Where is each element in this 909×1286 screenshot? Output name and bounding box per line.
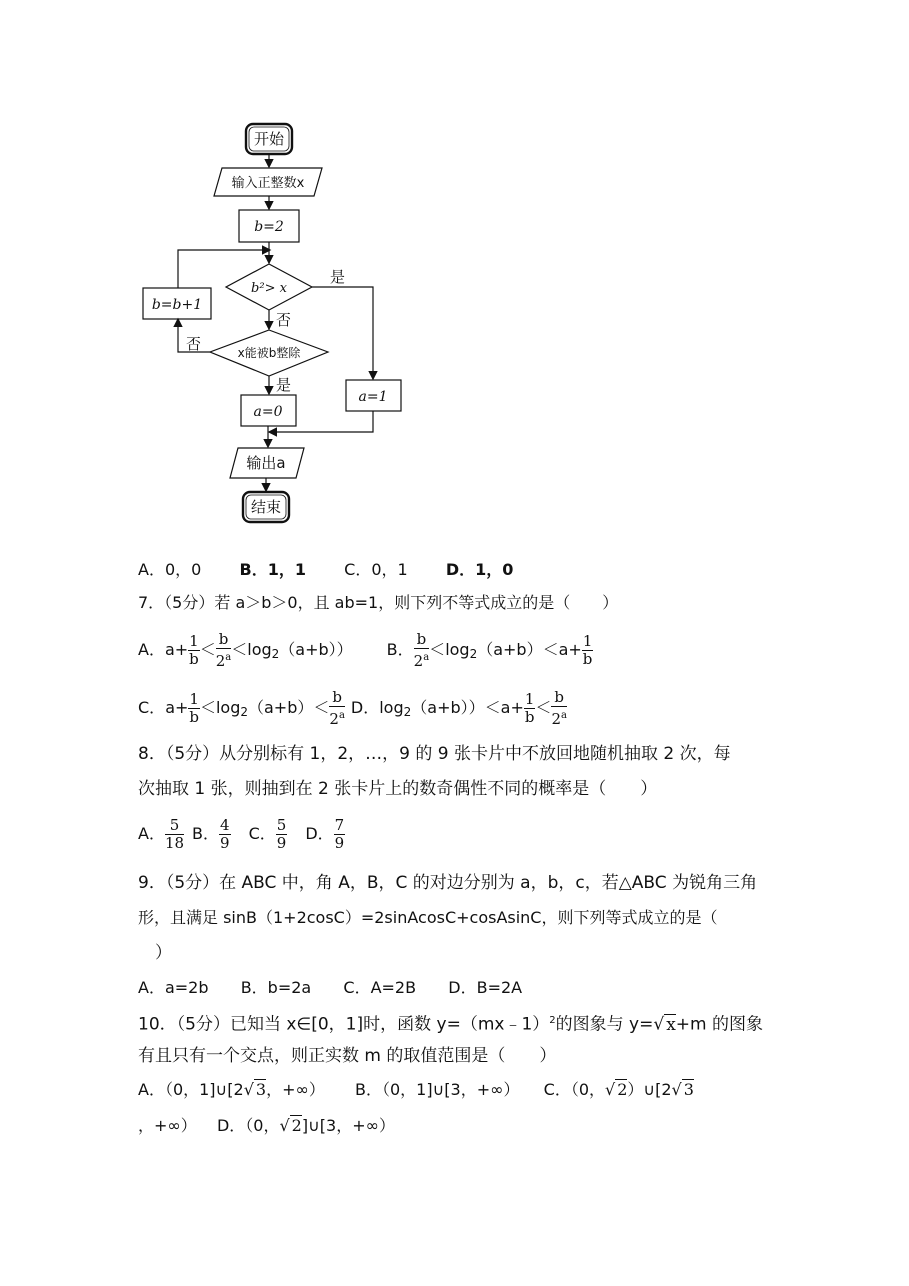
- frac-den: b: [524, 707, 535, 726]
- q10-option-d-a: D．（0，: [216, 1116, 280, 1135]
- frac-den: b: [582, 649, 593, 668]
- q10-option-a-b: ，+∞）: [266, 1080, 325, 1099]
- q9-option-c: C．A=2B: [343, 978, 417, 997]
- flow-input-node: [214, 168, 322, 196]
- log-text: log: [445, 640, 470, 659]
- flow-cond1-yes: 是: [330, 268, 346, 286]
- pow-base: 2: [329, 709, 339, 728]
- q9-line1: 9．（5分）在 ABC 中，角 A，B，C 的对边分别为 a，b，c，若△ABC 为锐角三角: [138, 873, 758, 893]
- lt-sign: ＜: [199, 698, 216, 717]
- frac-num: 1: [189, 631, 199, 650]
- q7-row1: [138, 628, 593, 672]
- q6-options: [138, 560, 513, 580]
- flow-cond1-label: b²> x: [251, 281, 287, 296]
- lt-sign: ＜: [313, 698, 330, 717]
- ab-paren: （a+b）: [248, 698, 314, 717]
- q8-option-d-label: D．: [305, 824, 334, 843]
- frac-num: 7: [334, 815, 345, 834]
- frac-den: 9: [276, 833, 287, 852]
- q7-option-c-label: C．: [138, 698, 166, 717]
- log-base: 2: [240, 705, 248, 719]
- frac-num: b: [414, 631, 430, 649]
- frac-den: [329, 707, 345, 728]
- flow-input-label: 输入正整数x: [231, 176, 305, 191]
- sqrt-symbol: √: [671, 1080, 682, 1099]
- q9-line2: 形，且满足 sinB（1+2cosC）=2sinAcosC+cosAsinC，则下列等式成立的是（: [138, 908, 718, 927]
- ab-paren: （a+b））: [279, 640, 353, 659]
- q7-row2: [138, 686, 567, 730]
- q7-stem: 7．（5分）若 a＞b＞0，且 ab=1，则下列不等式成立的是（ ）: [138, 593, 619, 612]
- sqrt-radicand: 2: [617, 1080, 628, 1099]
- q6-option-c: C．0，1: [344, 560, 408, 579]
- lt-sign: ＜: [535, 698, 552, 717]
- frac-num: b: [551, 689, 567, 707]
- flow-cond2-label: x能被b整除: [237, 346, 301, 360]
- frac-num: 5: [165, 817, 184, 835]
- flow-cond2-node: [210, 330, 328, 376]
- a-plus: a+: [500, 698, 524, 717]
- q9-option-b: B．b=2a: [240, 978, 312, 997]
- frac-num: 1: [524, 689, 535, 708]
- frac-num: 1: [582, 631, 593, 650]
- q10-option-c-tail: ，+∞）: [138, 1116, 197, 1135]
- ab-paren: （a+b））: [411, 698, 485, 717]
- q10-line2: 有且只有一个交点，则正实数 m 的取值范围是（ ）: [138, 1046, 557, 1066]
- flow-end-node: [243, 492, 289, 522]
- sqrt-symbol: √: [243, 1080, 254, 1099]
- q10-line4: [138, 1116, 395, 1136]
- q8-line2: 次抽取 1 张，则抽到在 2 张卡片上的数奇偶性不同的概率是（ ）: [138, 779, 658, 799]
- frac-den: 9: [220, 833, 230, 852]
- log-base: 2: [469, 647, 478, 661]
- q8-option-b-frac: [219, 817, 231, 852]
- frac-num: 1: [189, 689, 199, 708]
- sqrt-radicand: 3: [683, 1080, 694, 1099]
- flow-init-label: b=2: [254, 219, 284, 235]
- flow-cond1-node: [226, 264, 312, 310]
- pow-exp: a: [423, 651, 430, 663]
- q9-options: [138, 978, 522, 998]
- flow-assign-a1-label: a=1: [358, 389, 388, 405]
- sqrt-symbol: √: [605, 1080, 616, 1099]
- pow-base: 2: [413, 651, 424, 670]
- log-base: 2: [403, 705, 412, 719]
- flow-end-label: 结束: [250, 498, 282, 516]
- flow-assign-a1-node: [346, 380, 401, 411]
- ab-paren: （a+b）: [477, 640, 543, 659]
- q10-line3: [138, 1080, 694, 1100]
- sqrt-radicand: 2: [291, 1116, 302, 1135]
- lt-sign: ＜: [542, 640, 559, 659]
- q10-line1-c: +m 的图象: [675, 1014, 764, 1035]
- frac-den: 18: [164, 833, 185, 852]
- frac-den: b: [189, 649, 199, 668]
- a-plus: a+: [165, 698, 189, 717]
- frac-den: [414, 649, 430, 670]
- q8-options: [138, 812, 345, 856]
- q7-option-a-label: A．: [138, 640, 165, 659]
- q10-line1-b: 的图象与 y=: [555, 1014, 654, 1035]
- lt-sign: ＜: [199, 640, 216, 659]
- q7-option-d-label: D．: [350, 698, 380, 717]
- q7-c-frac1: [188, 691, 200, 726]
- sqrt-radicand: x: [666, 1014, 676, 1035]
- a-plus: a+: [558, 640, 582, 659]
- log-text: log: [215, 698, 241, 717]
- q10-square: 2: [549, 1015, 556, 1026]
- q8-option-b-label: B．: [192, 824, 220, 843]
- flow-output-node: [230, 448, 304, 478]
- lt-sign: ＜: [429, 640, 446, 659]
- q10-option-d-b: ]∪[3，+∞）: [301, 1116, 395, 1135]
- q8-option-c-label: C．: [248, 824, 276, 843]
- q8-option-d-frac: [334, 817, 346, 852]
- q7-d-frac1: [524, 691, 536, 726]
- frac-num: 4: [220, 815, 230, 834]
- flow-update-label: b=b+1: [151, 297, 203, 313]
- frac-den: [551, 707, 567, 728]
- q7-a-plus: a+: [164, 640, 189, 659]
- q6-option-d: D．1，0: [445, 560, 514, 579]
- frac-num: 5: [276, 815, 287, 834]
- q10-option-b: B．（0，1]∪[3，+∞）: [355, 1080, 520, 1099]
- sqrt-symbol: √: [279, 1116, 290, 1135]
- frac-den: b: [189, 707, 199, 726]
- q9-line3: ）: [138, 943, 172, 963]
- q10-line1-a: 10．（5分）已知当 x∈[0，1]时，函数 y=（mx﹣1）: [138, 1014, 550, 1035]
- q7-b-frac2: [582, 633, 594, 668]
- flow-start-node: [246, 124, 292, 154]
- lt-sign: ＜: [484, 698, 501, 717]
- q10-line1: [138, 1011, 763, 1035]
- flow-start-label: 开始: [253, 130, 285, 148]
- q8-option-c-frac: [276, 817, 288, 852]
- flow-assign-a0-node: [241, 395, 296, 426]
- q7-b-frac1: [414, 631, 430, 670]
- q9-option-d: D．B=2A: [448, 978, 523, 997]
- flow-cond2-yes: 是: [276, 376, 292, 394]
- q8-line1: 8．（5分）从分别标有 1，2，…，9 的 9 张卡片中不放回地随机抽取 2 次，每: [138, 744, 731, 764]
- flow-cond1-no: 否: [276, 311, 292, 329]
- log-text: log: [379, 698, 404, 717]
- sqrt-radicand: 3: [255, 1080, 267, 1099]
- sqrt-symbol: √: [653, 1014, 665, 1035]
- flow-update-node: [143, 288, 211, 319]
- pow-base: 2: [551, 709, 561, 728]
- pow-base: 2: [215, 651, 226, 670]
- flow-init-node: [239, 210, 299, 242]
- q7-a-frac1: [188, 633, 200, 668]
- frac-num: b: [216, 631, 232, 649]
- q7-option-b-label: B．: [386, 640, 414, 659]
- flow-assign-a0-label: a=0: [253, 404, 283, 420]
- q7-a-frac2: [216, 631, 232, 670]
- q8-option-a-label: A．: [138, 824, 165, 843]
- flow-cond2-no: 否: [186, 335, 202, 353]
- flow-output-label: 输出a: [246, 454, 286, 472]
- flowchart: [0, 0, 909, 540]
- q7-c-frac2: [329, 689, 345, 728]
- frac-den: 9: [334, 833, 345, 852]
- pow-exp: a: [225, 651, 232, 663]
- lt-sign: ＜: [231, 640, 248, 659]
- q8-option-a-frac: [165, 817, 184, 852]
- q10-option-c-b: ）∪[2: [627, 1080, 672, 1099]
- q10-option-a-a: A．（0，1]∪[2: [138, 1080, 244, 1099]
- pow-exp: a: [338, 709, 345, 721]
- q6-option-a: A．0，0: [138, 560, 202, 579]
- log-text: log: [247, 640, 272, 659]
- q7-d-frac2: [551, 689, 567, 728]
- q9-option-a: A．a=2b: [138, 978, 209, 997]
- frac-num: b: [329, 689, 345, 707]
- pow-exp: a: [560, 709, 567, 721]
- log-base: 2: [271, 647, 280, 661]
- q10-option-c-a: C．（0，: [543, 1080, 606, 1099]
- frac-den: [216, 649, 232, 670]
- q6-option-b: B．1，1: [239, 560, 306, 579]
